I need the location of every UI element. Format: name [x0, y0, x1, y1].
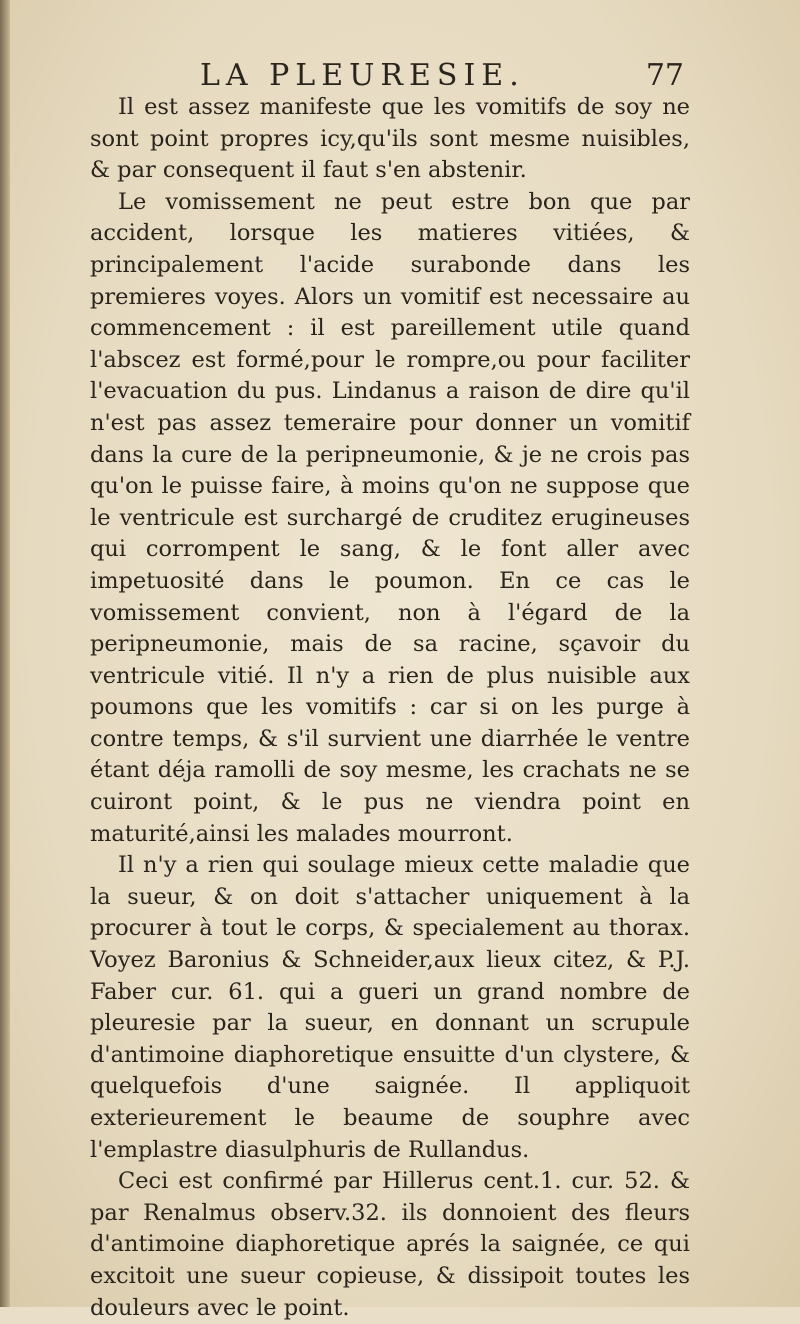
body-text [90, 92, 690, 1324]
running-head: LA PLEURESIE. [200, 58, 525, 93]
page-gutter [0, 0, 10, 1307]
page-number: 77 [645, 58, 684, 93]
paragraph-4: Ceci est confirmé par Hillerus cent.1. cur. 52. & par Renalmus observ.32. ils donnoient des fleurs d'antimoine diaphoretique aprés la saignée, ce qui excitoit une sueur copieuse, & dissipoit toutes les douleurs avec le point. [90, 1168, 690, 1321]
paragraph-2: Le vomissement ne peut estre bon que par accident, lorsque les matieres vitiées, & principalement l'acide surabonde dans les premieres voyes. Alors un vomitif est necessaire au commencement : il est pareillement utile quand l'abscez est formé,pour le rompre,ou pour faciliter l'evacuation du pus. Lindanus a raison de dire qu'il n'est pas assez temeraire pour donner un vomitif dans la cure de la peripneumonie, & je ne crois pas qu'on le puisse faire, à moins qu'on ne suppose que le ventricule est surchargé de cruditez erugineuses qui corrompent le sang, & le font aller avec impetuosité dans le poumon. En ce cas le vomissement convient, non à l'égard de la peripneumonie, mais de sa racine, sçavoir du ventricule vitié. Il n'y a rien de plus nuisible aux poumons que les vomitifs : car si on les purge à contre temps, & s'il survient une diarrhée le ventre étant déja ramolli de soy mesme, les crachats ne se cuiront point, & le pus ne viendra point en maturité,ainsi les malades mourront. [90, 188, 690, 847]
paragraph-3: Il n'y a rien qui soulage mieux cette maladie que la sueur, & on doit s'attacher uniquement à la procurer à tout le corps, & specialement au thorax. Voyez Baronius & Schneider,aux lieux citez, & P.J. Faber cur. 61. qui a gueri un grand nombre de pleuresie par la sueur, en donnant un scrupule d'antimoine diaphoretique ensuitte d'un clystere, & quelquefois d'une saignée. Il appliquoit exterieurement le beaume de souphre avec l'emplastre diasulphuris de Rullandus. [90, 852, 690, 1163]
paragraph-1: Il est assez manifeste que les vomitifs de soy ne sont point propres icy,qu'ils sont mesme nuisibles, & par consequent il faut s'en abstenir. [90, 94, 690, 184]
